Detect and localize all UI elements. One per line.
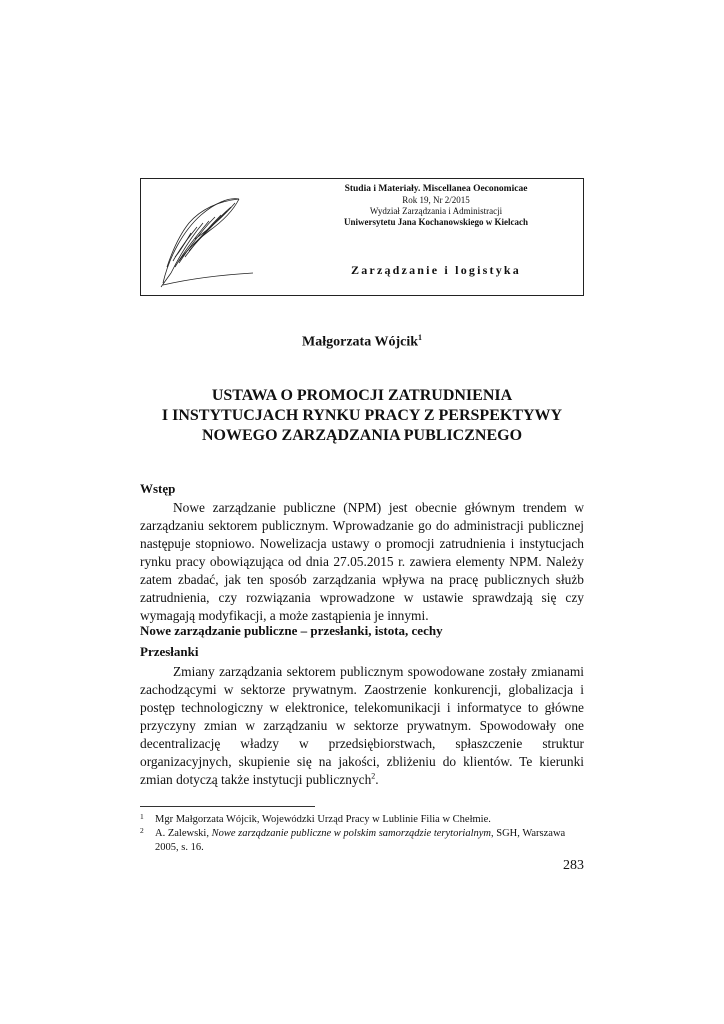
paragraph-przeslanki-end: . (375, 772, 379, 787)
journal-year-issue: Rok 19, Nr 2/2015 (402, 195, 470, 205)
footnote-divider (140, 806, 315, 807)
section-heading-wstep: Wstęp (140, 481, 176, 496)
title-line-1: USTAWA O PROMOCJI ZATRUDNIENIA (211, 387, 513, 404)
footnote-2-book-title: Nowe zarządzanie publiczne w polskim samorządzie terytorialnym (211, 828, 491, 839)
journal-university: Uniwersytetu Jana Kochanowskiego w Kielcach (344, 217, 528, 227)
subsection-heading-przeslanki: Przesłanki (140, 644, 199, 659)
footnote-2 (140, 827, 584, 855)
page-number: 283 (563, 858, 584, 873)
footnote-2-text (155, 827, 584, 855)
author-line (0, 333, 724, 351)
footnote-1 (140, 813, 584, 827)
author-footnote-ref: 1 (418, 333, 422, 342)
paragraph-przeslanki-text: Zmiany zarządzania sektorem publicznym spowodowane zostały zmianami zachodzącymi w sektorze prywatnym. Zaostrzenie konkurencji, globalizacja i postęp technologiczny w elektronice, telekomunikacji i informatyce to główne przyczyny zmian w zarządzaniu w sektorze prywatnym. Spowodowały one decentralizację władzy w przedsiębiorstwach, spłaszczenie struktur organizacyjnych, skupienie się na jakości, zbliżeniu do klientów. Te kierunki zmian dotyczą także instytucji publicznych (140, 664, 584, 787)
title-line-2: I INSTYTUCJACH RYNKU PRACY Z PERSPEKTYWY (161, 407, 563, 424)
title-line-3: NOWEGO ZARZĄDZANIA PUBLICZNEGO (201, 427, 523, 444)
footnote-1-text: Mgr Małgorzata Wójcik, Wojewódzki Urząd Pracy w Lublinie Filia w Chełmie. (155, 814, 491, 825)
footnote-2-author: A. Zalewski, (155, 828, 212, 839)
article-title (130, 386, 594, 446)
footnote-1-number: 1 (140, 812, 144, 821)
paragraph-przeslanki (140, 663, 584, 789)
journal-name: Studia i Materiały. Miscellanea Oeconomicae (344, 184, 528, 194)
journal-department: Wydział Zarządzania i Administracji (369, 206, 503, 216)
paragraph-wstep: Nowe zarządzanie publiczne (NPM) jest obecnie głównym trendem w zarządzaniu sektorem publicznym. Wprowadzanie go do administracji publicznej następuje stopniowo. Nowelizacja ustawy o promocji zatrudnienia i instytucjach rynku pracy obowiązująca od dnia 27.05.2015 r. zawiera elementy NPM. Należy zatem zbadać, jak ten sposób zarządzania wpływa na pracę publicznych służb zatrudnienia, czy rozwiązania wprowadzone w ustawie sprawdzają się czy wymagają modyfikacji, a może zastąpienia je innymi. (140, 500, 584, 623)
section-heading-nowe-zarzadzanie: Nowe zarządzanie publiczne – przesłanki, istota, cechy (140, 623, 443, 638)
footnote-ref-2: 2 (371, 771, 376, 781)
quill-feather-logo (149, 187, 267, 291)
journal-header-box (140, 178, 584, 296)
author-name: Małgorzata Wójcik (302, 334, 418, 350)
journal-section: Zarządzanie i logistyka (351, 263, 521, 277)
footnote-2-number: 2 (140, 826, 144, 835)
footnote-2-publisher: , SGH, Warszawa 2005, s. 16. (155, 828, 566, 853)
